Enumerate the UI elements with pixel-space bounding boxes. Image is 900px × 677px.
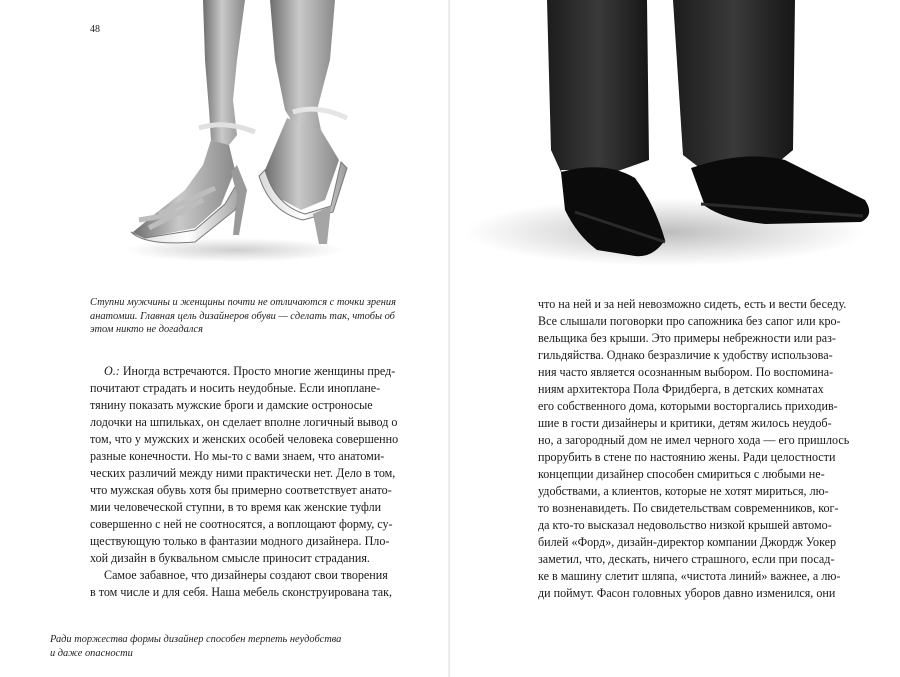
body-line: почитают страдать и носить неудобные. Если инопланe- — [90, 381, 381, 395]
body-line: что мужская обувь хотя бы примерно соответствует анато- — [90, 483, 392, 497]
body-line: хой дизайн в буквальном смысле приносит страдания. — [90, 551, 370, 565]
body-line: да кто-то высказал недовольство низкой крышей автомо- — [538, 518, 832, 532]
body-text-left — [90, 363, 415, 601]
caption-line: и даже опасности — [50, 647, 133, 659]
body-line: шие в гости дизайнеры и критики, детям жилось неудоб- — [538, 416, 832, 430]
mens-loafers-illustration — [465, 0, 875, 270]
body-line: ди поймут. Фасон головных уборов давно изменился, они — [538, 586, 836, 600]
body-line: ществующую только в фантазии модного дизайнера. Пло- — [90, 534, 390, 548]
womens-sandals-illustration — [125, 0, 365, 262]
body-line — [90, 363, 415, 380]
caption-line: Ради торжества формы дизайнер способен терпеть неудобства — [50, 634, 342, 645]
body-line: но, а загородный дом не имел черного хода — его пришлось — [538, 433, 850, 447]
question-marker: О.: — [104, 364, 120, 378]
body-line: гильдяйства. Однако безразличие к удобству использова- — [538, 348, 833, 362]
body-line: Самое забавное, что дизайнеры создают свои творения — [104, 568, 388, 582]
body-line: ческих различий между ними практически нет. Дело в том, — [90, 466, 396, 480]
caption-line: Ступни мужчины и женщины почти не отличаются с точки зрения — [90, 297, 396, 308]
caption-line: анатомии. Главная цель дизайнеров обуви — сделать так, чтобы об — [90, 310, 395, 322]
page-number-left: 48 — [90, 24, 100, 35]
body-line: в том числе и для себя. Наша мебель сконструирована так, — [90, 585, 393, 599]
body-line: его собственного дома, которыми восторгались приходив- — [538, 399, 838, 413]
body-line: билей «Форд», дизайн-директор компании Джордж Уокер — [538, 535, 837, 549]
mens-loafers-photo — [465, 0, 875, 270]
body-line: вельщика без крыши. Это примеры небрежности или раз- — [538, 331, 836, 345]
body-line: том, что у мужских и женских особей человека совершенно — [90, 432, 399, 446]
body-line: то возненавидеть. По свидетельствам современников, ког- — [538, 501, 839, 515]
right-page — [450, 0, 900, 677]
body-line: удобствами, а клиентов, которые не хотят мириться, лю- — [538, 484, 829, 498]
side-caption — [50, 633, 380, 660]
body-line: мии человеческой ступни, в то время как женские туфли — [90, 500, 382, 514]
body-line: что на ней и за ней невозможно сидеть, есть и вести беседу. — [538, 297, 847, 311]
body-line: Все слышали поговорки про сапожника без сапог или кро- — [538, 314, 841, 328]
body-line: ниям архитектора Пола Фридберга, в детских комнатах — [538, 382, 824, 396]
body-line: совершенно с ней не соотносятся, а воплощают форму, су- — [90, 517, 393, 531]
body-line: прорубить в стене по настоянию жены. Ради целостности — [538, 450, 836, 464]
womens-sandals-photo — [125, 0, 365, 262]
body-line: тянину показать мужские броги и дамские остроносые — [90, 398, 373, 412]
body-text-right — [538, 296, 863, 602]
body-line: концепции дизайнер способен смириться с любыми не- — [538, 467, 825, 481]
body-line-text: Иногда встречаются. Просто многие женщины пред- — [119, 364, 396, 378]
body-line: разные конечности. Но мы-то с вами знаем, что анатоми- — [90, 449, 385, 463]
body-line: ке в машину слетит шляпа, «чистота линий» важнее, а лю- — [538, 569, 841, 583]
body-line: заметил, что, дескать, ничего страшного, если при посад- — [538, 552, 835, 566]
body-line: лодочки на шпильках, он сделает вполне логичный вывод о — [90, 415, 398, 429]
body-line: ния часто является осознанным выбором. По воспомина- — [538, 365, 834, 379]
photo-caption — [90, 296, 410, 337]
caption-line: этом никто не догадался — [90, 324, 203, 335]
